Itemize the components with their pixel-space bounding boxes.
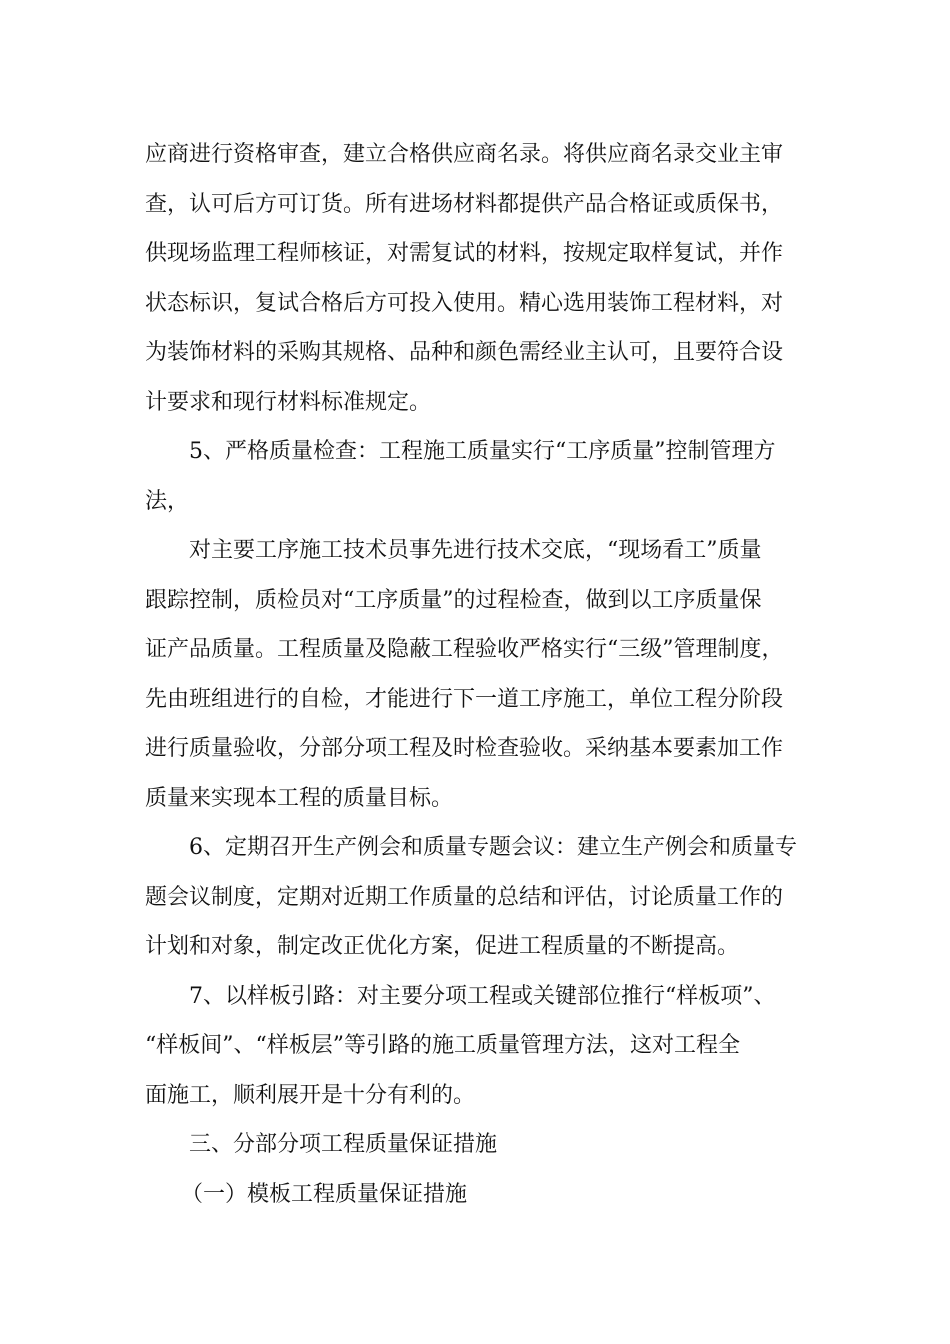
text-line: 6、定期召开生产例会和质量专题会议：建立生产例会和质量专 xyxy=(189,835,797,860)
text-line: 面施工，顺利展开是十分有利的。 xyxy=(145,1082,476,1108)
text-line: 题会议制度，定期对近期工作质量的总结和评估，讨论质量工作的 xyxy=(145,884,784,910)
paragraph-supplier-review xyxy=(145,130,825,427)
text-line: 供现场监理工程师核证，对需复试的材料，按规定取样复试，并作 xyxy=(145,241,784,266)
text-line: 应商进行资格审查，建立合格供应商名录。将供应商名录交业主审 xyxy=(145,142,784,167)
paragraph-item-5 xyxy=(145,427,825,526)
paragraph-process-control xyxy=(145,526,825,823)
document-body xyxy=(145,130,825,1219)
section-heading-text: 三、分部分项工程质量保证措施 xyxy=(189,1132,498,1157)
text-line: 法， xyxy=(145,488,190,514)
text-line: 先由班组进行的自检，才能进行下一道工序施工，单位工程分阶段 xyxy=(145,686,784,712)
text-line: 质量来实现本工程的质量目标。 xyxy=(145,785,454,811)
text-line: 计划和对象，制定改正优化方案，促进工程质量的不断提高。 xyxy=(145,934,740,959)
text-line: 计要求和现行材料标准规定。 xyxy=(145,389,432,415)
subsection-heading-text: （一）模板工程质量保证措施 xyxy=(181,1181,468,1207)
text-line: 查，认可后方可订货。所有进场材料都提供产品合格证或质保书， xyxy=(145,191,784,217)
section-heading xyxy=(145,1120,825,1170)
paragraph-item-6 xyxy=(145,823,825,972)
subsection-heading xyxy=(145,1170,825,1220)
text-line: 跟踪控制，质检员对“工序质量”的过程检查，做到以工序质量保 xyxy=(145,587,762,613)
text-line: 状态标识，复试合格后方可投入使用。精心选用装饰工程材料，对 xyxy=(145,290,784,316)
text-line: 5、严格质量检查：工程施工质量实行“工序质量”控制管理方 xyxy=(189,439,776,464)
text-line: 证产品质量。工程质量及隐蔽工程验收严格实行“三级”管理制度， xyxy=(145,637,784,662)
text-line: 为装饰材料的采购其规格、品种和颜色需经业主认可，且要符合设 xyxy=(145,340,784,365)
text-line: “样板间”、“样板层”等引路的施工质量管理方法，这对工程全 xyxy=(145,1033,740,1058)
paragraph-item-7 xyxy=(145,972,825,1121)
text-line: 7、以样板引路：对主要分项工程或关键部位推行“样板项”、 xyxy=(189,983,776,1009)
text-line: 对主要工序施工技术员事先进行技术交底，“现场看工”质量 xyxy=(189,538,762,563)
text-line: 进行质量验收，分部分项工程及时检查验收。采纳基本要素加工作 xyxy=(145,736,784,761)
